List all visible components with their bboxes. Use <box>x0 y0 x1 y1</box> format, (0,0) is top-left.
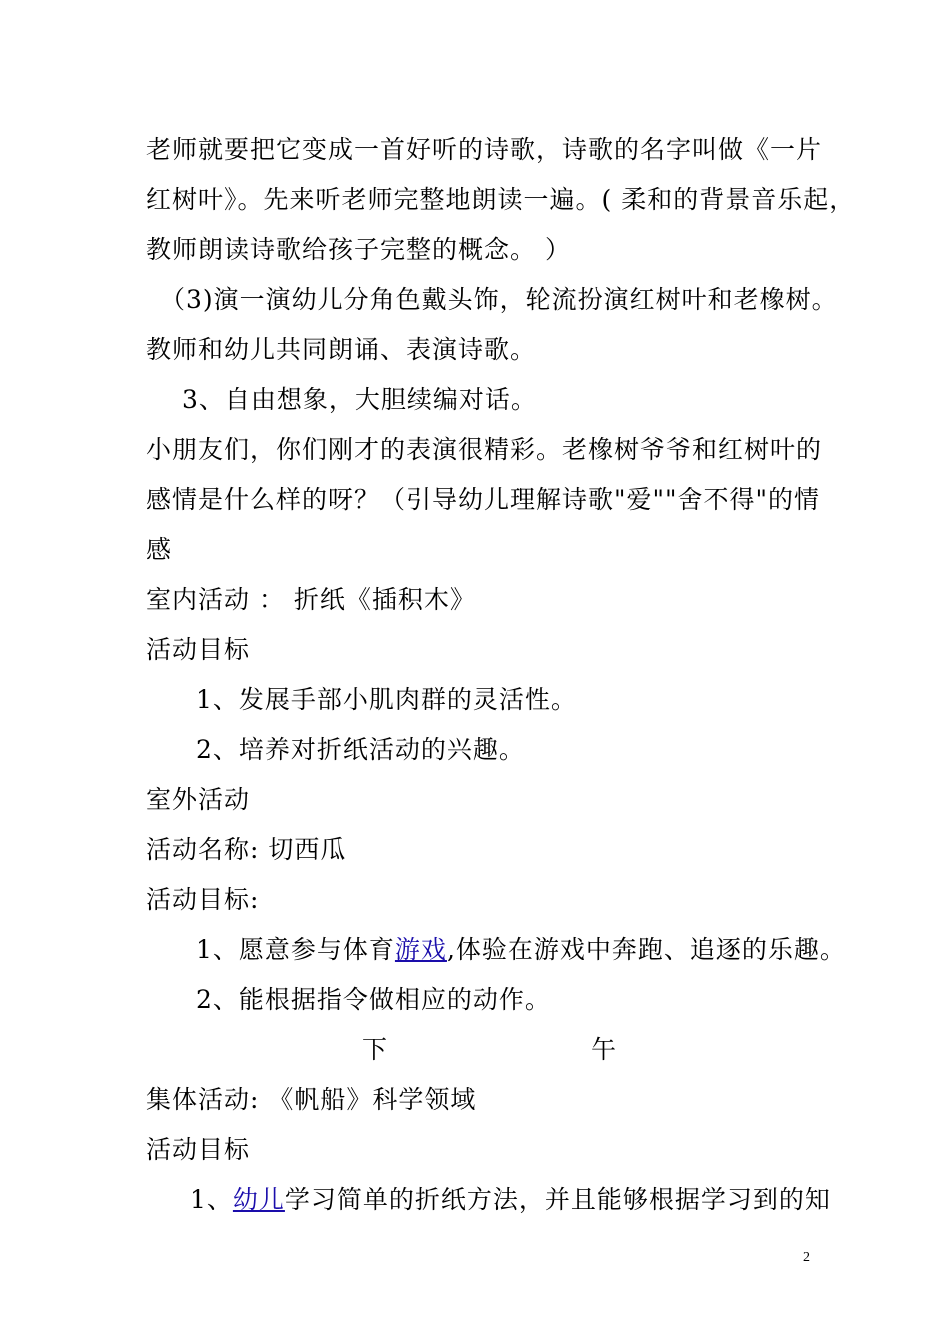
section-heading-outdoor: 室外活动 <box>146 785 251 814</box>
goal-item: 2、培养对折纸活动的兴趣。 <box>196 735 525 764</box>
child-link[interactable]: 幼儿 <box>232 1185 285 1214</box>
goal-item: 2、能根据指令做相应的动作。 <box>196 985 551 1014</box>
paragraph-line: （3)演一演幼儿分角色戴头饰，轮流扮演红树叶和老橡树。 <box>160 285 838 314</box>
goal-item-text: 1、愿意参与体育 <box>196 935 395 964</box>
goal-item-text: ,体验在游戏中奔跑、追逐的乐趣。 <box>446 935 846 964</box>
game-link[interactable]: 游戏 <box>394 935 447 964</box>
goal-heading: 活动目标: <box>146 885 260 914</box>
goal-item <box>190 1185 831 1215</box>
page-number: 2 <box>803 1250 810 1265</box>
afternoon-heading-right: 午 <box>591 1035 618 1064</box>
goal-heading: 活动目标 <box>146 635 251 664</box>
paragraph-line: 小朋友们，你们刚才的表演很精彩。老橡树爷爷和红树叶的 <box>146 435 823 464</box>
goal-item-text: 1、 <box>190 1185 233 1214</box>
activity-name: 活动名称: 切西瓜 <box>146 835 347 864</box>
goal-item: 1、发展手部小肌肉群的灵活性。 <box>196 685 577 714</box>
goal-item-text: 学习简单的折纸方法，并且能够根据学习到的知 <box>284 1185 831 1214</box>
afternoon-heading-left: 下 <box>362 1035 389 1064</box>
section-heading-indoor: 室内活动 ： 折纸《插积木》 <box>146 585 476 614</box>
paragraph-line: 红树叶》。先来听老师完整地朗读一遍。( 柔和的背景音乐起， <box>146 185 856 214</box>
paragraph-line: 教师朗读诗歌给孩子完整的概念。 ） <box>146 235 571 264</box>
section-heading-group: 集体活动: 《帆船》科学领域 <box>146 1085 477 1114</box>
paragraph-line: 感 <box>146 535 173 564</box>
paragraph-line: 感情是什么样的呀？（引导幼儿理解诗歌"爱""舍不得"的情 <box>146 485 820 514</box>
paragraph-line: 教师和幼儿共同朗诵、表演诗歌。 <box>146 335 537 364</box>
goal-heading: 活动目标 <box>146 1135 251 1164</box>
paragraph-line: 3、自由想象，大胆续编对话。 <box>182 385 537 414</box>
paragraph-line: 老师就要把它变成一首好听的诗歌，诗歌的名字叫做《一片 <box>146 135 823 164</box>
goal-item <box>196 935 846 965</box>
